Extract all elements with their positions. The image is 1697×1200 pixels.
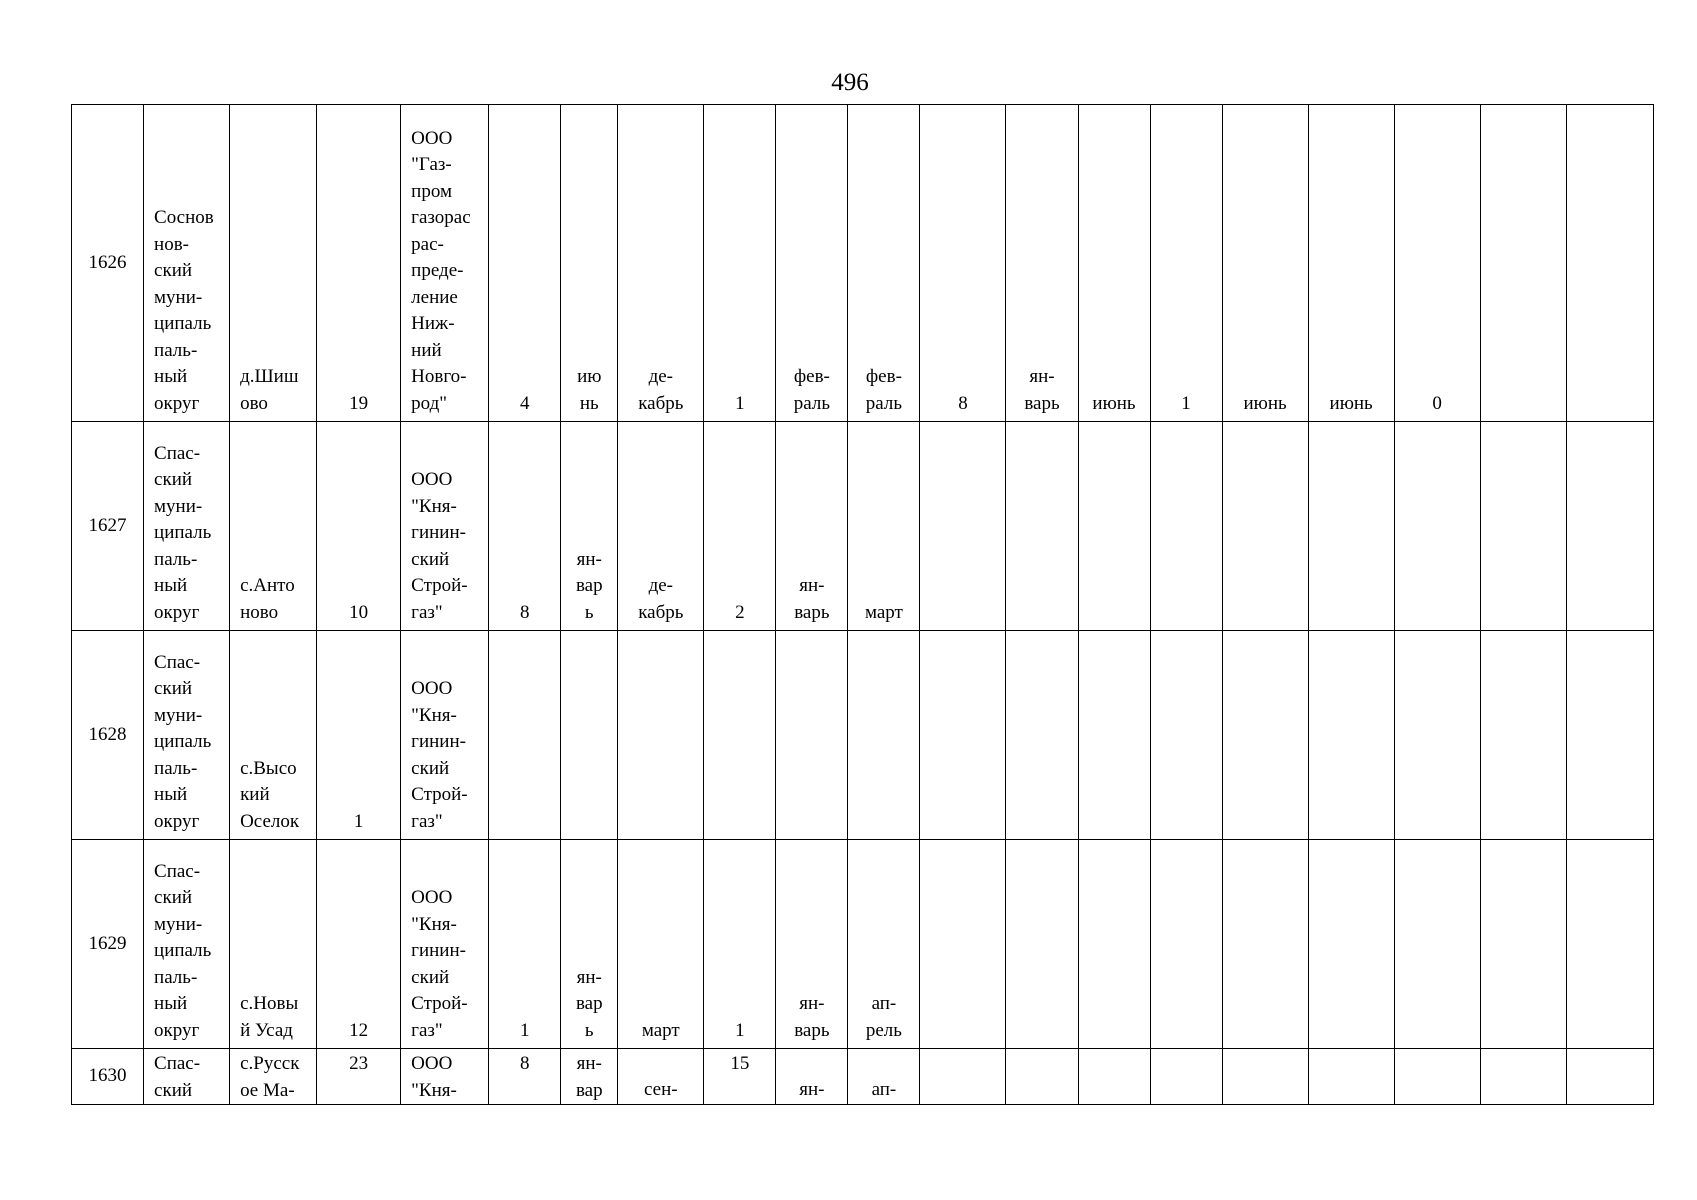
table-cell <box>561 631 618 840</box>
table-cell <box>1480 422 1566 631</box>
organization-cell: ООО "Кня- гинин- ский Строй- газ" <box>401 631 489 840</box>
table-cell: де- кабрь <box>618 105 704 422</box>
table-cell <box>1150 1049 1222 1105</box>
table-cell <box>1222 840 1308 1049</box>
table-cell <box>1078 1049 1150 1105</box>
table-cell <box>1308 631 1394 840</box>
table-cell: 8 <box>489 1049 561 1105</box>
row-number: 1626 <box>72 105 144 422</box>
table-cell <box>920 631 1006 840</box>
table-cell: ян- варь <box>1006 105 1078 422</box>
settlement-cell: д.Шиш ово <box>230 105 317 422</box>
table-cell <box>776 631 848 840</box>
table-cell <box>920 422 1006 631</box>
table-cell: 1 <box>704 840 776 1049</box>
page-number: 496 <box>831 69 869 96</box>
organization-cell: ООО "Кня- гинин- ский Строй- газ" <box>401 422 489 631</box>
table-cell <box>1150 631 1222 840</box>
table-cell: июнь <box>1308 105 1394 422</box>
table-cell <box>1006 840 1078 1049</box>
table-cell <box>1394 1049 1480 1105</box>
table-row <box>72 840 1654 1049</box>
table-cell <box>1222 1049 1308 1105</box>
table-cell <box>1150 422 1222 631</box>
table-cell <box>1480 840 1566 1049</box>
table-cell <box>1566 840 1653 1049</box>
organization-cell: ООО "Газ- пром газорас рас- преде- ление Ниж- ний Новго- род" <box>401 105 489 422</box>
table-cell <box>1394 631 1480 840</box>
table-cell: 1 <box>1150 105 1222 422</box>
district-cell: Спас- ский муни- ципаль паль- ный округ <box>144 422 230 631</box>
organization-cell: ООО "Кня- гинин- ский Строй- газ" <box>401 840 489 1049</box>
table-cell <box>1308 1049 1394 1105</box>
table-cell: март <box>618 840 704 1049</box>
count-cell: 1 <box>317 631 401 840</box>
district-cell: Спас- ский муни- ципаль паль- ный округ <box>144 631 230 840</box>
table-cell: июнь <box>1222 105 1308 422</box>
organization-cell: ООО "Кня- <box>401 1049 489 1105</box>
table-cell <box>1566 631 1653 840</box>
table-cell <box>1480 631 1566 840</box>
count-cell: 19 <box>317 105 401 422</box>
table-cell: ию нь <box>561 105 618 422</box>
table-cell <box>1566 105 1653 422</box>
table-cell: де- кабрь <box>618 422 704 631</box>
table-cell: ап- <box>848 1049 920 1105</box>
settlement-cell: с.Анто ново <box>230 422 317 631</box>
table-cell <box>704 631 776 840</box>
count-cell: 23 <box>317 1049 401 1105</box>
table-cell: фев- раль <box>848 105 920 422</box>
table-cell <box>1006 422 1078 631</box>
table-cell: 15 <box>704 1049 776 1105</box>
table-cell <box>1566 422 1653 631</box>
table-cell <box>489 631 561 840</box>
row-number: 1627 <box>72 422 144 631</box>
district-cell: Спас- ский муни- ципаль паль- ный округ <box>144 840 230 1049</box>
table-cell <box>1480 105 1566 422</box>
district-cell: Соснов нов- ский муни- ципаль паль- ный округ <box>144 105 230 422</box>
table-cell: 0 <box>1394 105 1480 422</box>
table-cell: ап- рель <box>848 840 920 1049</box>
table-cell: фев- раль <box>776 105 848 422</box>
table-cell: 2 <box>704 422 776 631</box>
table-cell: 1 <box>704 105 776 422</box>
table-cell <box>1308 422 1394 631</box>
table-row <box>72 631 1654 840</box>
row-number: 1628 <box>72 631 144 840</box>
row-number: 1629 <box>72 840 144 1049</box>
table-cell <box>1006 631 1078 840</box>
table-cell <box>920 1049 1006 1105</box>
table-cell <box>1394 422 1480 631</box>
table-cell: ян- вар ь <box>561 840 618 1049</box>
settlement-cell: с.Высо кий Оселок <box>230 631 317 840</box>
table-cell: ян- <box>776 1049 848 1105</box>
table-cell <box>1222 422 1308 631</box>
table-cell <box>1308 840 1394 1049</box>
schedule-table <box>71 104 1654 1105</box>
table-row <box>72 1049 1654 1105</box>
table-cell <box>920 840 1006 1049</box>
table-cell <box>1078 631 1150 840</box>
table-cell: ян- варь <box>776 422 848 631</box>
table-cell: июнь <box>1078 105 1150 422</box>
settlement-cell: с.Новы й Усад <box>230 840 317 1049</box>
row-number: 1630 <box>72 1049 144 1105</box>
table-cell <box>1480 1049 1566 1105</box>
table-row <box>72 105 1654 422</box>
table-cell <box>848 631 920 840</box>
table-cell: 8 <box>489 422 561 631</box>
table-cell <box>618 631 704 840</box>
table-cell: март <box>848 422 920 631</box>
count-cell: 12 <box>317 840 401 1049</box>
table-cell <box>1566 1049 1653 1105</box>
table-row <box>72 422 1654 631</box>
table-cell: сен- <box>618 1049 704 1105</box>
count-cell: 10 <box>317 422 401 631</box>
table-cell <box>1394 840 1480 1049</box>
table-cell <box>1078 422 1150 631</box>
table-cell <box>1150 840 1222 1049</box>
table-cell: 4 <box>489 105 561 422</box>
table-cell <box>1078 840 1150 1049</box>
district-cell: Спас- ский <box>144 1049 230 1105</box>
settlement-cell: с.Русск ое Ма- <box>230 1049 317 1105</box>
table-cell <box>1006 1049 1078 1105</box>
table-cell: ян- вар ь <box>561 422 618 631</box>
table-cell <box>1222 631 1308 840</box>
table-cell: 1 <box>489 840 561 1049</box>
table-cell: ян- варь <box>776 840 848 1049</box>
table-cell: 8 <box>920 105 1006 422</box>
table-cell: ян- вар <box>561 1049 618 1105</box>
